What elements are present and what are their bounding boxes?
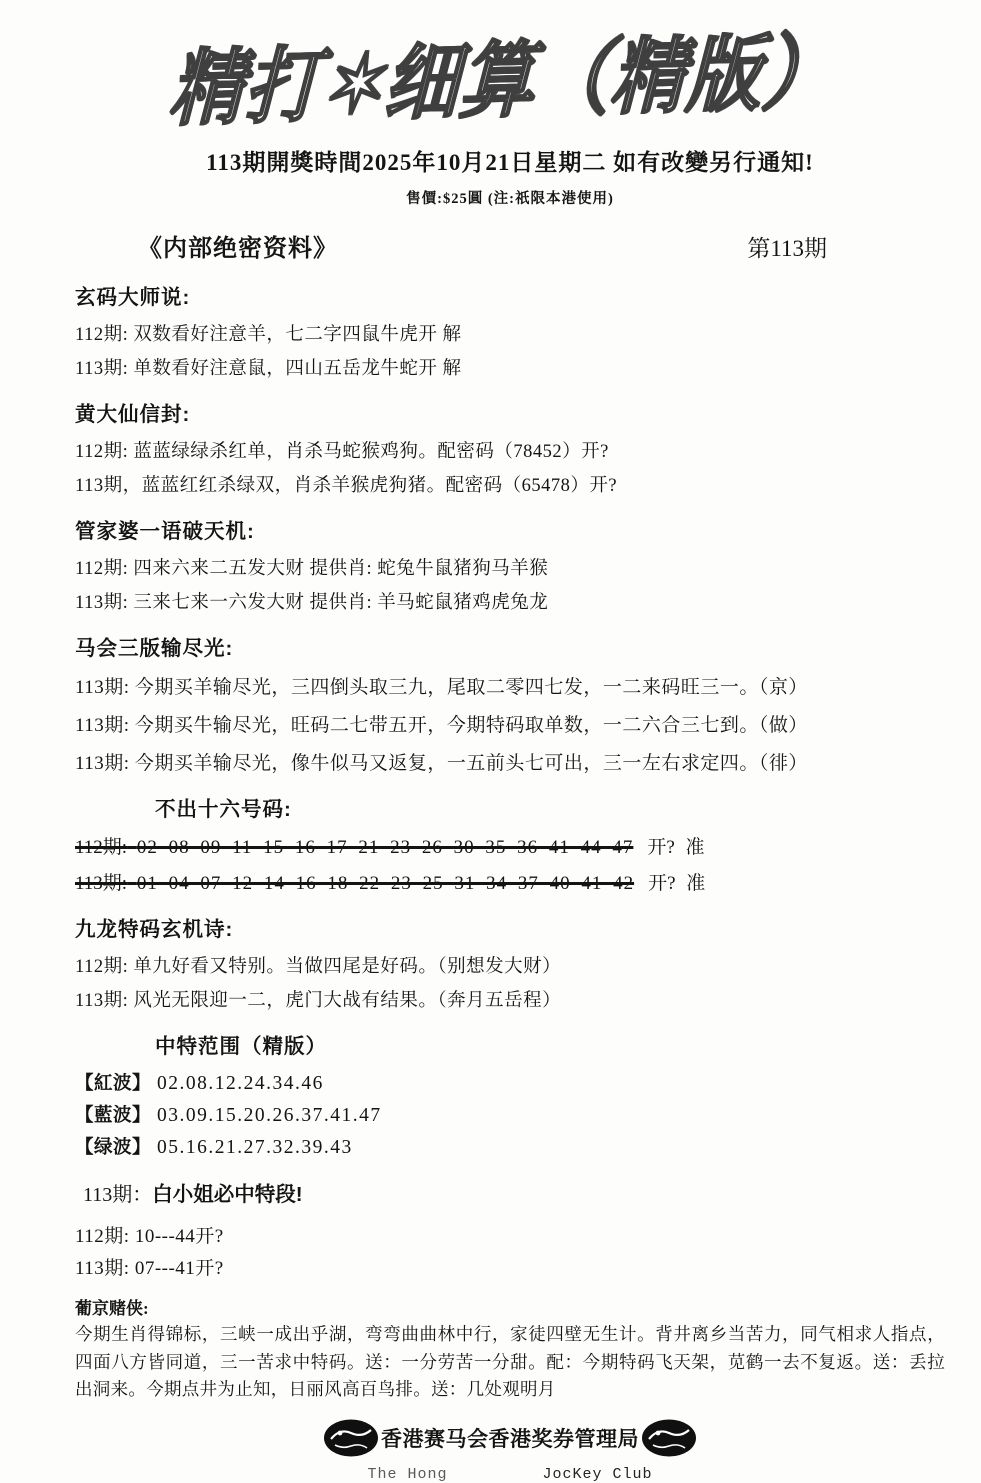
section-jiulong xyxy=(75,912,945,1012)
row-label: 113期: xyxy=(75,873,128,894)
jockey-club-emblem-icon xyxy=(641,1418,697,1458)
section-master-heading: 玄码大师说: xyxy=(75,286,191,309)
masthead xyxy=(75,26,945,142)
wave-row-red xyxy=(75,1069,945,1095)
wave-label: 【绿波】 xyxy=(75,1138,152,1158)
text-line: 113期: 风光无限迎一二，虎门大战有结果。（奔月五岳程） xyxy=(75,991,562,1011)
excluded-numbers-row xyxy=(75,868,945,895)
section-jiulong-heading: 九龙特码玄机诗: xyxy=(75,918,234,941)
excluded-numbers-row xyxy=(75,832,945,859)
pujing-verse: 今期生肖得锦标，三峡一成出乎湖，弯弯曲曲林中行，家徒四壁无生计。背井离乡当苦力，同气相求人指点，四面八方皆同道，三一苦求中特码。送：一分劳苦一分甜。配：今期特码飞天架，苋鹤一去不复返。送：丢拉出洞来。今期点井为止知，日丽风高百鸟排。送：几处观明月 xyxy=(75,1324,945,1399)
row-numbers: 02 08 09 11 15 16 17 21 23 26 30 35 36 41 44 47 xyxy=(136,837,634,858)
wave-row-blue xyxy=(75,1101,945,1127)
text-line: 113期: 今期买羊输尽光，三四倒头取三九，尾取二零四七发，一二来码旺三一。（京） xyxy=(75,677,808,698)
section-zhongte-heading: 中特范围（精版） xyxy=(155,1035,327,1058)
text-line: 112期: 双数看好注意羊，七二字四鼠牛虎开 解 xyxy=(75,325,462,345)
draw-date-line: 113期開獎時間2025年10月21日星期二 如有改變另行通知! xyxy=(206,150,814,175)
section-pujing-heading: 葡京赌侠: xyxy=(75,1299,149,1318)
text-line: 112期: 10---44开? xyxy=(75,1226,224,1247)
section-sixteen-numbers xyxy=(75,792,945,895)
wave-numbers: 02.08.12.24.34.46 xyxy=(157,1073,324,1094)
wave-label: 【藍波】 xyxy=(75,1106,152,1126)
wave-row-green xyxy=(75,1133,945,1159)
text-line: 112期: 蓝蓝绿绿杀红单，肖杀马蛇猴鸡狗。配密码（78452）开? xyxy=(75,442,609,462)
row-result: 开? 准 xyxy=(648,873,706,894)
section-mahui xyxy=(75,631,945,775)
text-line: 113期: 今期买牛输尽光，旺码二七带五开，今期特码取单数，一二六合三七到。（做） xyxy=(75,715,808,736)
text-line: 112期: 单九好看又特别。当做四尾是好码。（别想发大财） xyxy=(75,957,562,977)
section-pujing xyxy=(75,1294,945,1404)
row-label: 112期: xyxy=(75,837,128,858)
section-sixteen-heading: 不出十六号码: xyxy=(155,798,292,821)
footer-english-right: JocKey Club xyxy=(542,1465,653,1483)
section-mahui-heading: 马会三版输尽光: xyxy=(75,637,234,660)
wave-numbers: 03.09.15.20.26.37.41.47 xyxy=(157,1105,382,1126)
struck-numbers xyxy=(75,873,634,894)
section-guanjiapo-heading: 管家婆一语破天机: xyxy=(75,520,255,543)
section-baixiaojie xyxy=(75,1177,945,1280)
text-line: 113期，蓝蓝红红杀绿双，肖杀羊猴虎狗猪。配密码（65478）开? xyxy=(75,476,618,496)
wave-label: 【紅波】 xyxy=(75,1074,152,1094)
row-result: 开? 准 xyxy=(647,837,705,858)
text-line: 113期: 三来七来一六发大财 提供肖: 羊马蛇鼠猪鸡虎兔龙 xyxy=(75,593,549,613)
masthead-logo: 精打✶细算（精版） xyxy=(164,27,856,137)
text-line: 113期: 单数看好注意鼠，四山五岳龙牛蛇开 解 xyxy=(75,359,462,379)
price-line: 售價:$25圓 (注:祇限本港使用) xyxy=(406,191,614,207)
struck-numbers xyxy=(75,837,633,858)
baixiaojie-title: 白小姐必中特段! xyxy=(152,1183,303,1206)
doc-title: 《内部绝密资料》 xyxy=(138,236,338,262)
doc-header xyxy=(75,228,945,263)
section-zhongte-range xyxy=(75,1029,945,1159)
section-wongtaisin xyxy=(75,397,945,497)
row-numbers: 01 04 07 12 14 16 18 22 23 25 31 34 37 40 41 42 xyxy=(136,873,635,894)
section-guanjiapo xyxy=(75,514,945,614)
footer-english-left: The Hong xyxy=(367,1465,448,1483)
footer-organization: 香港赛马会香港奖券管理局 xyxy=(381,1426,639,1451)
section-master xyxy=(75,280,945,380)
text-line: 113期: 07---41开? xyxy=(75,1258,224,1279)
section-wongtaisin-heading: 黄大仙信封: xyxy=(75,403,191,426)
issue-number: 第113期 xyxy=(747,236,827,261)
footer-org-row xyxy=(75,1418,945,1458)
jockey-club-emblem-icon xyxy=(323,1418,379,1458)
baixiaojie-prefix: 113期： xyxy=(83,1184,153,1206)
text-line: 113期: 今期买羊输尽光，像牛似马又返复，一五前头七可出，三一左右求定四。（徘） xyxy=(75,753,808,774)
baixiaojie-heading xyxy=(83,1177,945,1207)
text-line: 112期: 四来六来二五发大财 提供肖: 蛇兔牛鼠猪狗马羊猴 xyxy=(75,559,549,579)
footer xyxy=(75,1418,945,1483)
footer-english-row xyxy=(75,1466,945,1483)
wave-numbers: 05.16.21.27.32.39.43 xyxy=(157,1137,353,1158)
